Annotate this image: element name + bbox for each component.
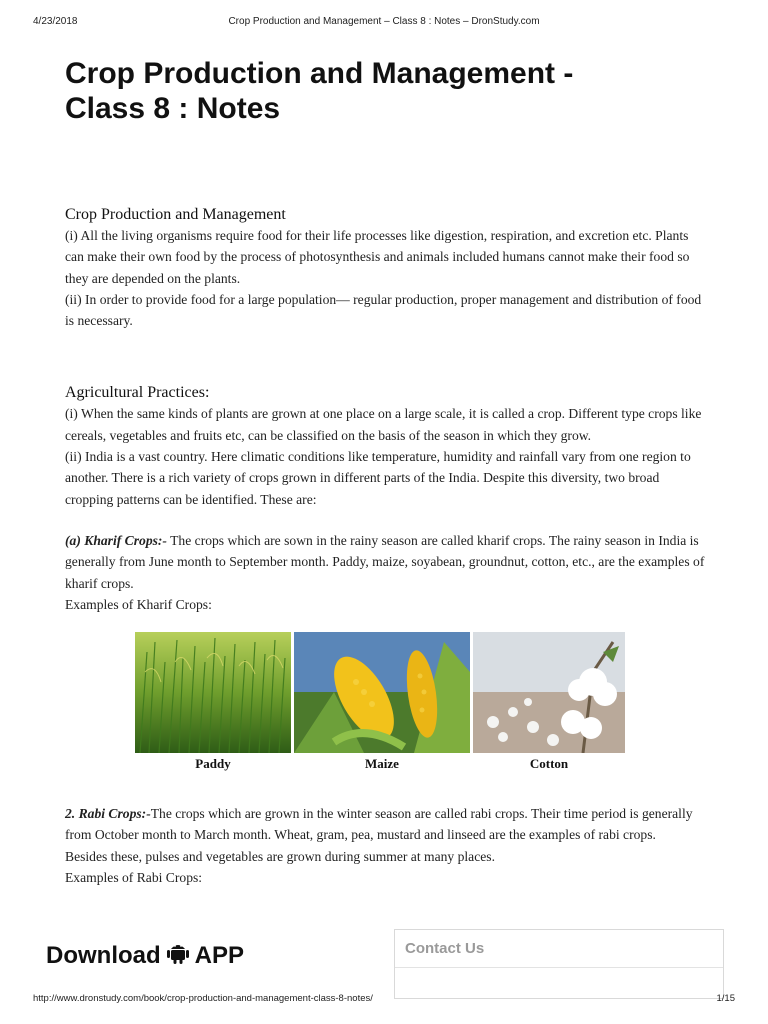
- paddy-image: [135, 632, 291, 753]
- article: [65, 56, 705, 615]
- kharif-paragraph: [65, 530, 705, 594]
- print-footer: [33, 993, 735, 1007]
- paragraph: (ii) In order to provide food for a large population— regular production, proper management and distribution of food is necessary.: [65, 291, 702, 329]
- paragraph: Besides these, pulses and vegetables are grown during summer at many places.: [65, 848, 495, 864]
- section-heading-agricultural-practices: Agricultural Practices:: [65, 384, 210, 402]
- kharif-label: (a) Kharif Crops:-: [65, 532, 167, 548]
- print-title: Crop Production and Management – Class 8 : Notes – DronStudy.com: [228, 16, 540, 27]
- crop-figure-cotton: [473, 632, 625, 772]
- crop-caption-cotton: Cotton: [529, 756, 569, 771]
- download-label-app: APP: [194, 941, 245, 969]
- maize-image: [294, 632, 470, 753]
- cotton-image: [473, 632, 625, 753]
- rabi-section: [65, 803, 705, 888]
- page-title-line-2: Class 8 : Notes: [65, 92, 281, 125]
- contact-us-widget[interactable]: [394, 929, 724, 999]
- print-url: http://www.dronstudy.com/book/crop-production-and-management-class-8-notes/: [33, 993, 373, 1004]
- crop-figure-paddy: [135, 632, 291, 772]
- section-heading-crop-production: Crop Production and Management: [65, 206, 286, 223]
- print-header: [33, 16, 735, 32]
- crop-caption-maize: Maize: [365, 756, 399, 771]
- page-title-line-1: Crop Production and Management -: [65, 57, 574, 90]
- kharif-text: The crops which are sown in the rainy season are called kharif crops. The rainy season in India is generally from June month to September month. Paddy, maize, soyabean, groundnut, cotton, etc., are the examples of kharif crops.: [65, 532, 705, 591]
- kharif-crop-gallery: [135, 632, 625, 772]
- crop-figure-maize: [294, 632, 470, 772]
- paragraph: (ii) India is a vast country. Here climatic conditions like temperature, humidity and rainfall vary from one region to another. There is a rich variety of crops grown in different parts of the India. Despite this diversity, two broad cropping patterns can be identified. These are:: [65, 449, 691, 507]
- rabi-label: 2. Rabi Crops:-: [65, 806, 151, 821]
- print-date: 4/23/2018: [33, 16, 78, 27]
- contact-us-header[interactable]: Contact Us: [395, 930, 723, 968]
- download-app-button[interactable]: [46, 940, 244, 971]
- rabi-text: The crops which are grown in the winter season are called rabi crops. Their time period is generally from October month to March month. Wheat, gram, pea, mustard and linseed are the examples of rabi crops.: [65, 806, 693, 843]
- paragraph: (i) When the same kinds of plants are grown at one place on a large scale, it is called a crop. Different type crops like cereals, vegetables and fruits etc, can be classified on the basis of the season in which they grow.: [65, 406, 702, 443]
- rabi-paragraph: [65, 803, 705, 846]
- paragraph: (i) All the living organisms require food for their life processes like digestion, respiration, and excretion etc. Plants can make their own food by the process of photosynthesis and animals included humans cannot make their food so they are depended on the plants.: [65, 228, 690, 286]
- kharif-examples-label: Examples of Kharif Crops:: [65, 596, 212, 612]
- rabi-examples-label: Examples of Rabi Crops:: [65, 869, 203, 885]
- crop-caption-paddy: Paddy: [195, 756, 231, 771]
- page-number: 1/15: [716, 993, 735, 1004]
- download-label: Download: [46, 941, 161, 969]
- page-title: [65, 56, 705, 126]
- android-icon: [167, 940, 189, 971]
